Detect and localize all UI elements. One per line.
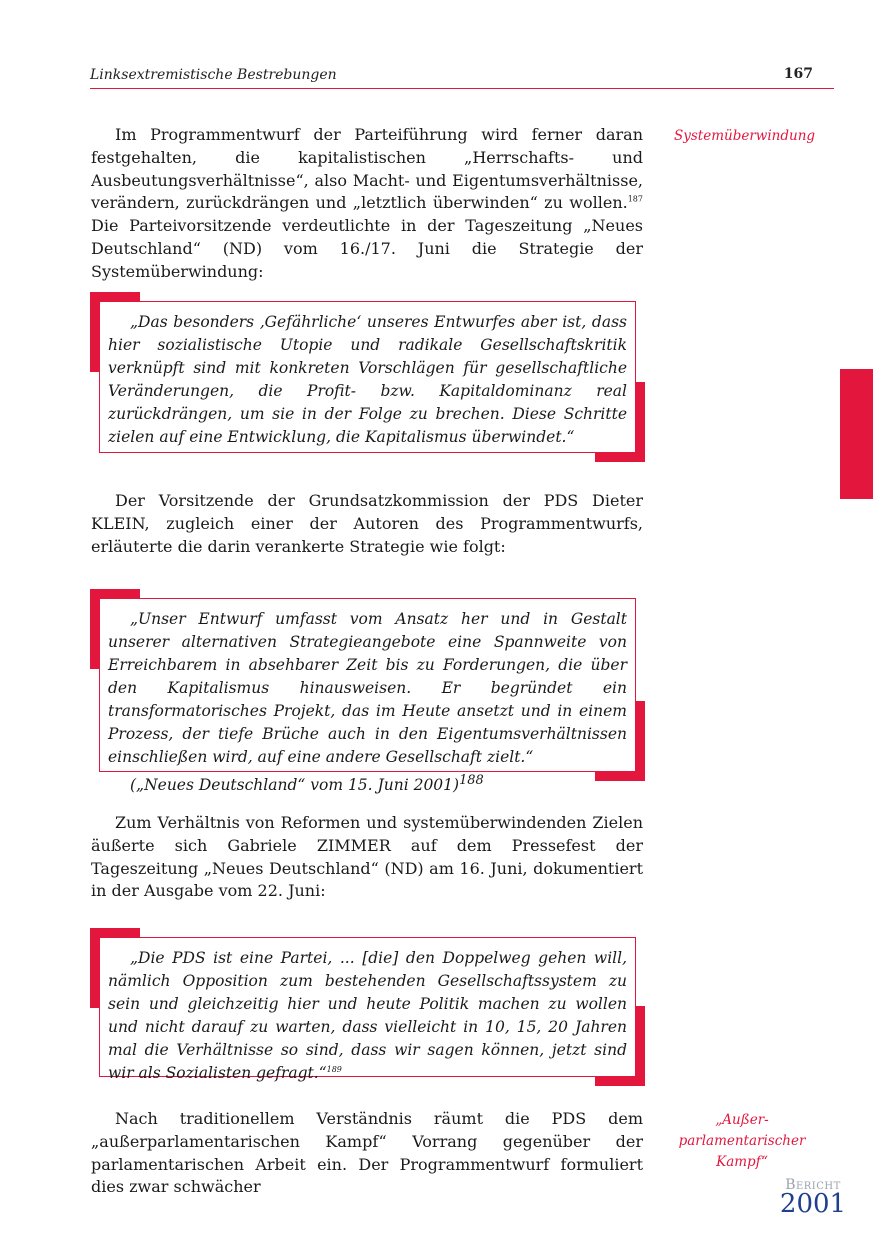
quote-text-3 xyxy=(108,947,627,1085)
marginal-note-line: parlamentarischer xyxy=(678,1133,806,1149)
paragraph-2: Der Vorsitzende der Grundsatzkommission der PDS Dieter KLEIN, zugleich einer der Autoren des Programmentwurfs, erläuterte die darin verankerte Strategie wie folgt: xyxy=(91,491,643,556)
footnote-ref-187[interactable]: 187 xyxy=(627,195,643,205)
marginal-note-line: Kampf“ xyxy=(716,1154,768,1170)
page-number: 167 xyxy=(783,66,813,82)
quote-text-3-body: „Die PDS ist eine Partei, ... [die] den Doppelweg gehen will, nämlich Opposition zum bestehenden Gesellschaftssystem zu sein und gleichzeitig hier und heute Politik machen zu wollen und nicht darauf zu warten, dass vielleicht in 10, 15, 20 Jahren mal die Verhältnisse so sind, dass wir sagen können, jetzt sind wir als Sozialisten gefragt.“ xyxy=(108,949,627,1082)
paragraph-1 xyxy=(91,124,643,284)
quote-source-text: („Neues Deutschland“ vom 15. Juni 2001) xyxy=(130,776,460,795)
marginal-note-systemueberwindung: Systemüberwindung xyxy=(674,128,816,144)
quote-text-1: „Das besonders ‚Gefährliche‘ unseres Entwurfes aber ist, dass hier sozialistische Utopie und radikale Gesellschaftskritik verknüpft sind mit konkreten Vorschlägen für gesellschaftliche Veränderungen, die Profit- bzw. Kapitaldominanz real zurückdrängen, um sie in der Folge zu brechen. Diese Schritte zielen auf eine Entwicklung, die Kapitalismus überwindet.“ xyxy=(108,313,627,446)
marginal-note-ausserparlamentarisch xyxy=(662,1110,822,1173)
quote-frame xyxy=(99,301,636,453)
footnote-ref-189[interactable]: 189 xyxy=(326,1064,342,1074)
quote-frame xyxy=(99,937,636,1082)
quote-text-2: „Unser Entwurf umfasst vom Ansatz her und in Gestalt unserer alternativen Strategieangebote eine Spannweite von Erreichbarem in absehbarer Zeit bis zu Forderungen, die über den Kapitalismus hinausweisen. Er begründet ein transformatorisches Projekt, das im Heute ansetzt und in einem Prozess, der tiefe Brüche auch in den Eigentumsverhältnissen einschließen wird, auf eine andere Gesellschaft zielt.“ xyxy=(108,610,627,766)
footnote-ref-188[interactable]: 188 xyxy=(459,773,484,788)
logo-word: Bericht xyxy=(785,1177,841,1193)
paragraph-3: Zum Verhältnis von Reformen und systemüberwindenden Zielen äußerte sich Gabriele ZIMMER auf dem Pressefest der Tageszeitung „Neues Deutschland“ (ND) am 16. Juni, dokumentiert in der Ausgabe vom 22. Juni: xyxy=(91,813,643,901)
paragraph-4: Nach traditionellem Verständnis räumt die PDS dem „außerparlamentarischen Kampf“ Vorrang gegenüber der parlamentarischen Arbeit ein. Der Programmentwurf formuliert dies zwar schwächer xyxy=(91,1109,643,1197)
quote-box-1 xyxy=(90,292,645,462)
paragraph-1-text: Im Programmentwurf der Parteiführung wird ferner daran festgehalten, die kapitalistischen „Herrschafts- und Ausbeutungsverhältnisse“, also Macht- und Eigentumsverhältnisse, verändern, zurückdrängen und „letztlich überwinden“ zu wollen. xyxy=(91,125,643,213)
bericht-2001-logo xyxy=(778,1177,848,1219)
header-rule xyxy=(90,88,834,89)
quote-source-2 xyxy=(108,769,627,797)
logo-year: 2001 xyxy=(779,1189,847,1219)
marginal-note-line: „Außer- xyxy=(715,1112,769,1128)
quote-box-3 xyxy=(90,928,645,1086)
quote-frame xyxy=(99,598,636,795)
paragraph-1-text-continued: Die Parteivorsitzende verdeutlichte in der Tageszeitung „Neues Deutschland“ (ND) vom 16./17. Juni die Strategie der Systemüberwindung: xyxy=(91,216,643,281)
chapter-tab-marker xyxy=(840,369,873,499)
quote-box-2 xyxy=(90,589,645,795)
running-header-title: Linksextremistische Bestrebungen xyxy=(90,67,337,83)
